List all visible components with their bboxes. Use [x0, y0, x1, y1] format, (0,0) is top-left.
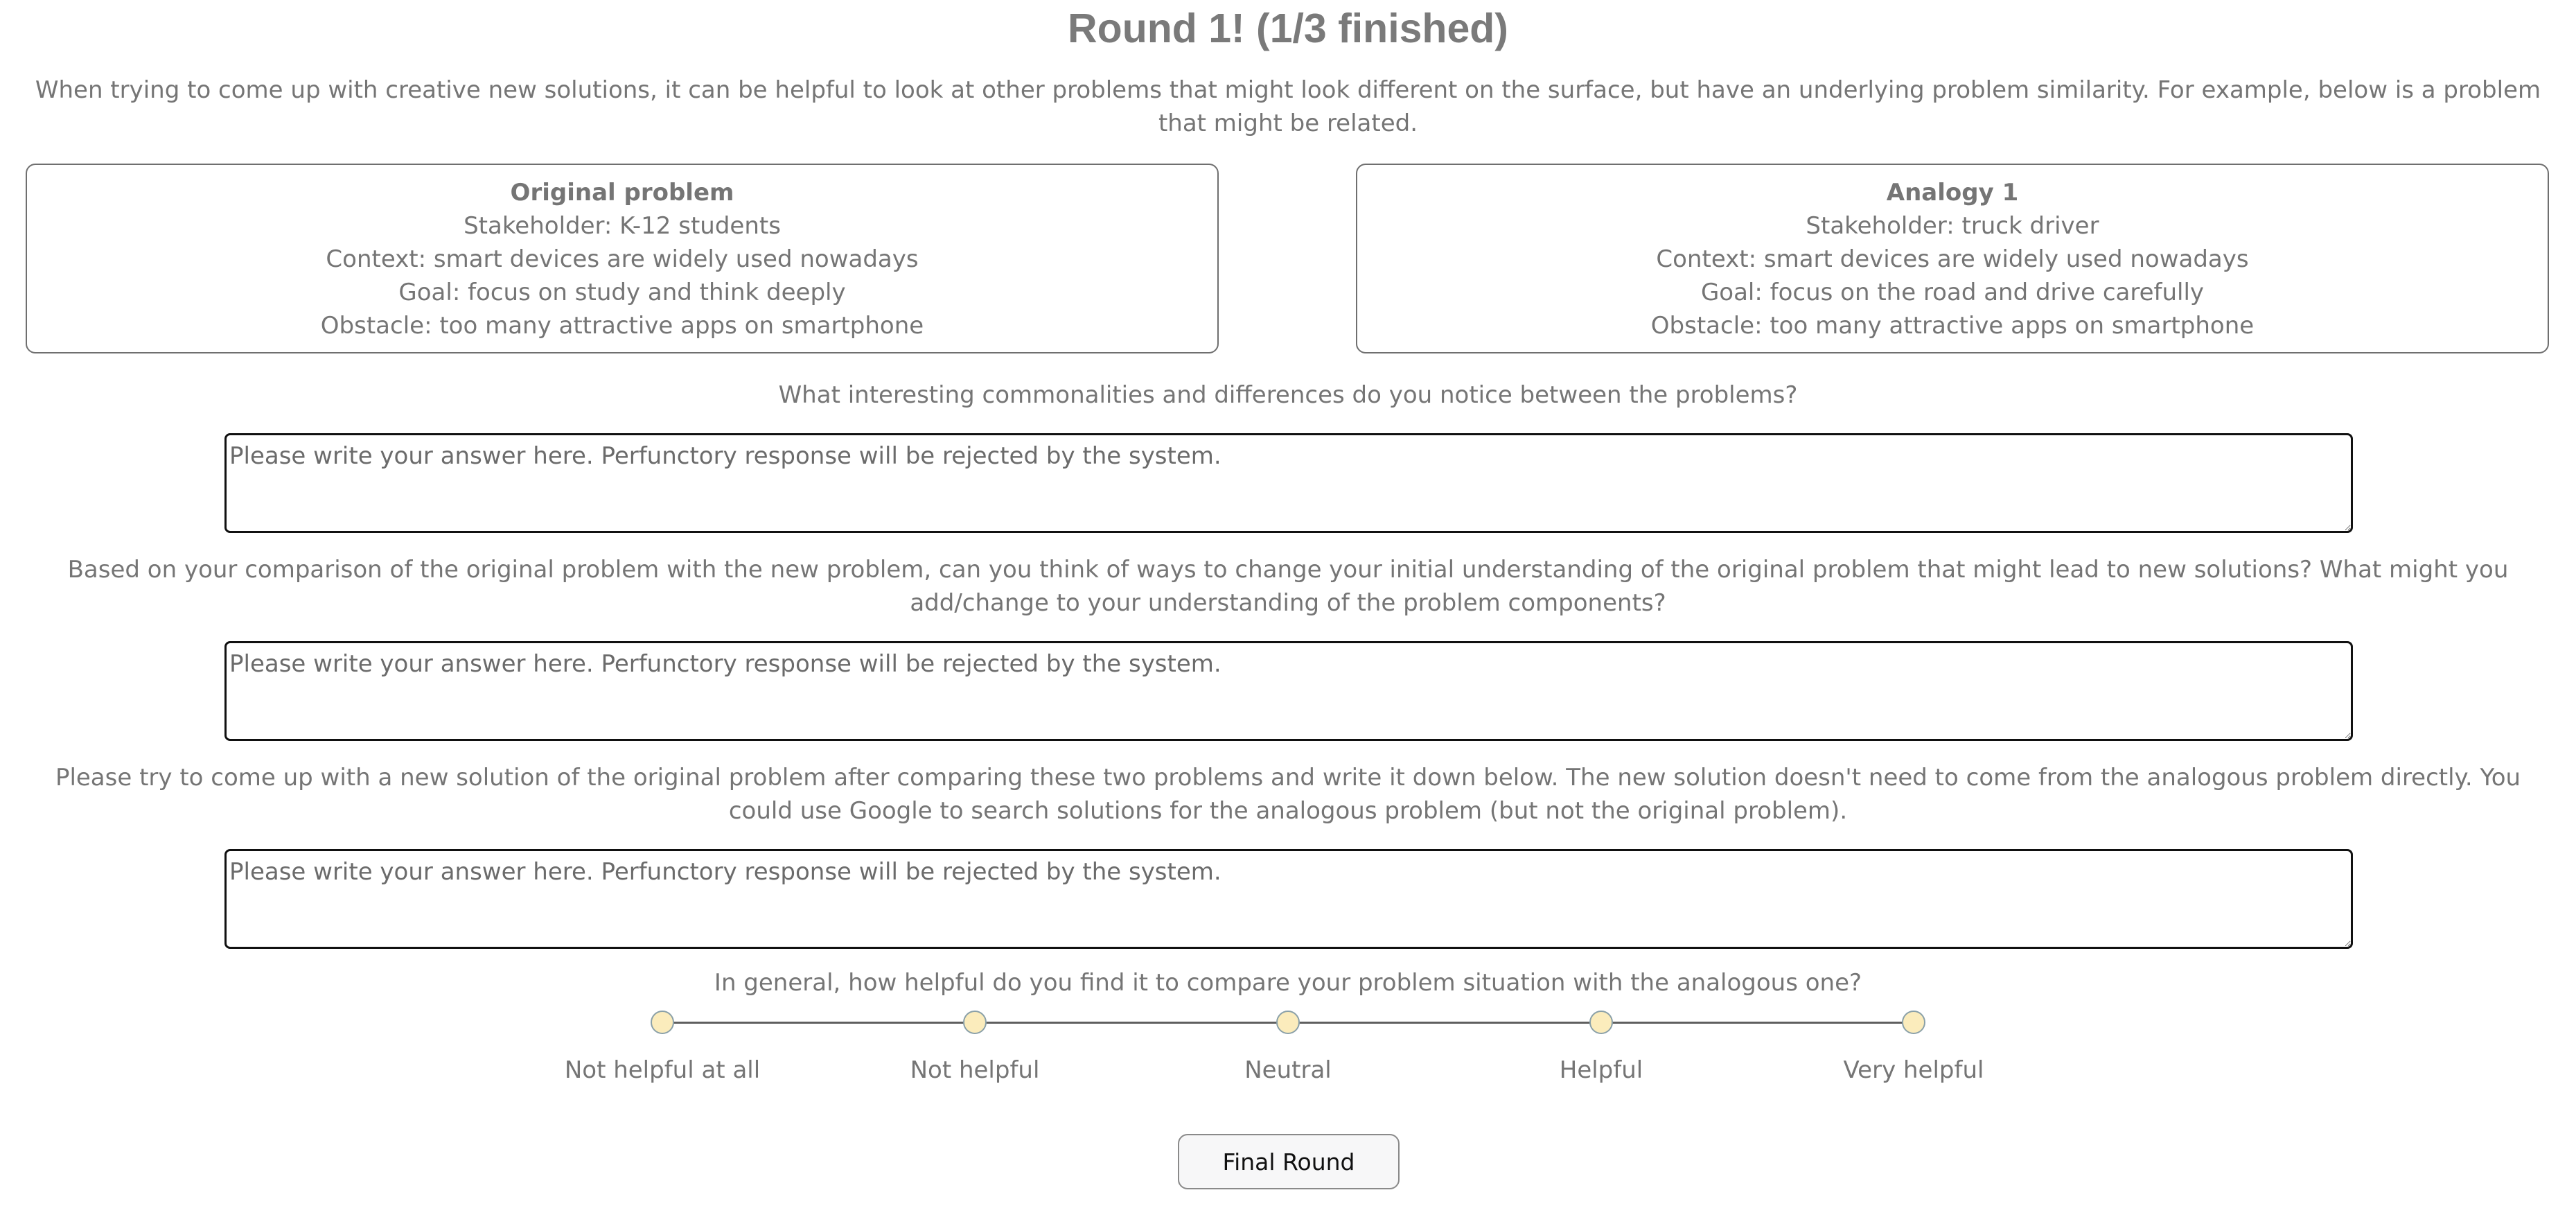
analogy-heading: Analogy 1 — [1886, 179, 2019, 207]
rating-label-not-helpful-at-all[interactable]: Not helpful at all — [564, 1056, 761, 1084]
page-title: Round 1! (1/3 finished) — [1068, 6, 1508, 51]
intro-text: When trying to come up with creative new solutions, it can be helpful to look at other problems that might look different on the surface, but have an underlying problem similarity. For example, below is a problem that might be related. — [35, 76, 2541, 137]
original-obstacle: Obstacle: too many attractive apps on smartphone — [320, 312, 924, 340]
original-context: Context: smart devices are widely used nowadays — [326, 245, 919, 273]
answer-commonalities-textarea[interactable] — [224, 433, 2353, 533]
rating-option-not-helpful-at-all[interactable] — [651, 1011, 674, 1034]
rating-option-neutral[interactable] — [1276, 1011, 1300, 1034]
analogy-card — [1356, 164, 2549, 353]
rating-label-helpful[interactable]: Helpful — [1559, 1056, 1643, 1084]
original-problem-heading: Original problem — [510, 179, 734, 207]
rating-option-not-helpful[interactable] — [963, 1011, 987, 1034]
analogy-goal: Goal: focus on the road and drive carefully — [1700, 279, 2205, 306]
rating-label-very-helpful[interactable]: Very helpful — [1843, 1056, 1984, 1084]
rating-label-not-helpful[interactable]: Not helpful — [910, 1056, 1040, 1084]
answer-new-solution-textarea[interactable] — [224, 849, 2353, 949]
rating-option-very-helpful[interactable] — [1902, 1011, 1925, 1034]
question-helpfulness: In general, how helpful do you find it to compare your problem situation with the analogous one? — [714, 969, 1862, 997]
question-commonalities: What interesting commonalities and differences do you notice between the problems? — [778, 381, 1798, 409]
rating-label-neutral[interactable]: Neutral — [1244, 1056, 1332, 1084]
original-problem-card — [26, 164, 1219, 353]
final-round-button[interactable]: Final Round — [1178, 1134, 1400, 1189]
analogy-stakeholder: Stakeholder: truck driver — [1806, 212, 2099, 240]
original-stakeholder: Stakeholder: K-12 students — [464, 212, 781, 240]
original-goal: Goal: focus on study and think deeply — [398, 279, 846, 306]
rating-option-helpful[interactable] — [1589, 1011, 1613, 1034]
analogy-obstacle: Obstacle: too many attractive apps on smartphone — [1650, 312, 2255, 340]
question-new-solution: Please try to come up with a new solution of the original problem after comparing these two problems and write it down below. The new solution doesn't need to come from the analogous problem directly. You could use Google to search solutions for the analogous problem (but not the original problem). — [55, 764, 2521, 825]
question-understanding: Based on your comparison of the original problem with the new problem, can you think of ways to change your initial understanding of the original problem that might lead to new solutions? What might you add/change to your understanding of the problem components? — [67, 556, 2509, 617]
answer-understanding-textarea[interactable] — [224, 641, 2353, 741]
analogy-context: Context: smart devices are widely used nowadays — [1656, 245, 2249, 273]
